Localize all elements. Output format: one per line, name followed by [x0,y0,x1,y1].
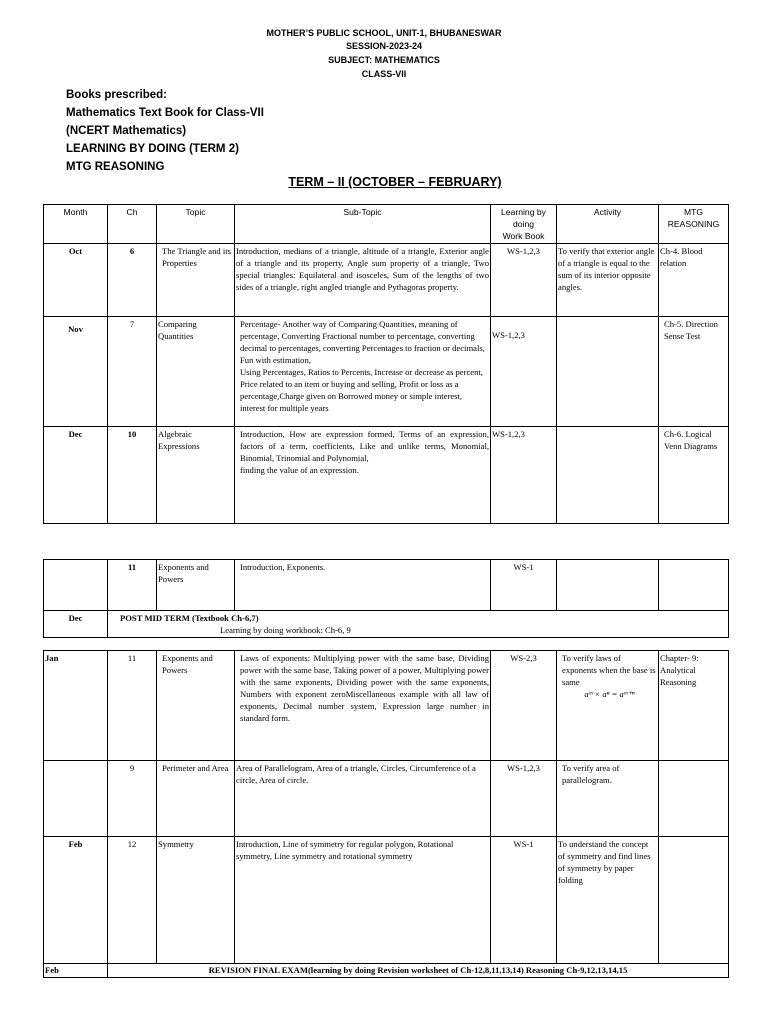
subject-line: SUBJECT: MATHEMATICS [328,55,440,65]
book-item: (NCERT Mathematics) [66,125,187,137]
workbook-cell: WS-1,2,3 [491,244,557,317]
subtopic-cell: Laws of exponents: Multiplying power with the same base, Dividing power with the same base, Taking power of a power, Multiplying power with the same exponents, Dividing power with the same exponents, Numbers with exponent zeroMiscellaneous example with all law of exponents, Decimal number system, Expression large number in standard form. [235,651,491,761]
term-table-1 [43,204,729,524]
workbook-cell: WS-1 [491,837,557,964]
term-table-2 [43,559,729,638]
chapter-cell: 7 [108,317,157,427]
session-line: SESSION-2023-24 [345,41,423,51]
topic-cell: Comparing Quantities [157,317,235,427]
activity-cell [557,427,659,524]
month-cell: Jan [44,651,108,761]
table-row [44,761,729,837]
workbook-cell: WS-1 [491,560,557,611]
month-cell [44,761,108,837]
chapter-cell: 9 [108,761,157,837]
month-cell: Feb [44,964,108,978]
final-exam-row [44,964,729,978]
col-workbook: Learning by doing Work Book [491,205,557,244]
workbook-cell: WS-1,2,3 [491,317,557,427]
topic-cell: Perimeter and Area [157,761,235,837]
topic-cell: Exponents and Powers [157,651,235,761]
table-row [44,427,729,524]
mtg-cell: Ch-5. Direction Sense Test [659,317,729,427]
activity-cell [557,317,659,427]
workbook-cell: WS-2,3 [491,651,557,761]
subtopic-cell: Introduction, Line of symmetry for regular polygon, Rotational symmetry, Line symmetry and rotational symmetry [235,837,491,964]
workbook-cell: WS-1,2,3 [491,761,557,837]
mtg-cell [659,560,729,611]
month-cell: Feb [44,837,108,964]
books-heading: Books prescribed: [66,89,167,101]
book-item: Mathematics Text Book for Class-VII [66,107,264,119]
col-activity: Activity [557,205,659,244]
school-name: MOTHER’S PUBLIC SCHOOL, UNIT-1, BHUBANESWAR [266,28,502,38]
table-row [44,651,729,761]
topic-cell: Symmetry [157,837,235,964]
table-row [44,317,729,427]
activity-cell: To verify area of parallelogram. [557,761,659,837]
col-subtopic: Sub-Topic [235,205,491,244]
month-cell: Dec [44,427,108,524]
activity-text: To verify laws of exponents when the base is same [562,653,656,687]
topic-cell: Algebraic Expressions [157,427,235,524]
mtg-cell [659,761,729,837]
month-cell: Dec [44,611,108,638]
book-item: LEARNING BY DOING (TERM 2) [66,143,239,155]
activity-cell: To understand the concept of symmetry and find lines of symmetry by paper folding [557,837,659,964]
month-cell [44,560,108,611]
topic-cell: Exponents and Powers [157,560,235,611]
subtopic-cell: Introduction, Exponents. [235,560,491,611]
table-row [44,837,729,964]
exponent-law-formula: aᵐ × aⁿ = aᵐ⁺ⁿ [584,689,635,699]
chapter-cell: 11 [108,560,157,611]
table-header-row [44,205,729,244]
workbook-cell: WS-1,2,3 [491,427,557,524]
subtopic-cell: Percentage- Another way of Comparing Quantities, meaning of percentage, Converting Fractional number to percentage, converting decimal to percentages, converting Percentages to fraction or decimals, Fun with estimation, Using Percentages, Ratios to Percents, Increase or decrease as percent, Price related to an item or buying and selling, Profit or loss as a percentage,Charge given on Borrowed money or simple interest, interest for multiple years [235,317,491,427]
subtopic-cell: Introduction, medians of a triangle, altitude of a triangle, Exterior angle of a triangle and its property, Angle sum property of a triangle, Two special triangles: Equilateral and isosceles, Sum of the lengths of two sides of a triangle, right angled triangle and Pythagoras property. [235,244,491,317]
col-topic: Topic [157,205,235,244]
table-row [44,244,729,317]
final-exam-cell: REVISION FINAL EXAM(learning by doing Revision worksheet of Ch-12,8,11,13,14) Reasoning Ch-9,12,13,14,15 [108,964,729,978]
subtopic-cell: Introduction, How are expression formed, Terms of an expression, factors of a term, coefficients, Like and unlike terms, Monomial, Binomial, Trinomial and Polynomial, finding the value of an expression. [235,427,491,524]
chapter-cell: 6 [108,244,157,317]
month-cell: Nov [44,317,108,427]
month-cell: Oct [44,244,108,317]
book-item: MTG REASONING [66,161,165,173]
chapter-cell: 10 [108,427,157,524]
mtg-cell: Chapter- 9: Analytical Reasoning [659,651,729,761]
activity-cell: To verify that exterior angle of a triangle is equal to the sum of its interior opposite angles. [557,244,659,317]
mtg-cell: Ch-6. Logical Venn Diagrams [659,427,729,524]
table-row [44,560,729,611]
col-month: Month [44,205,108,244]
col-ch: Ch [108,205,157,244]
col-mtg: MTG REASONING [659,205,729,244]
post-mid-term-title: POST MID TERM (Textbook Ch-6,7) [120,613,259,623]
class-line: CLASS-VII [361,69,407,79]
activity-cell [557,560,659,611]
post-mid-term-cell [108,611,729,638]
term-title: TERM – II (OCTOBER – FEBRUARY) [288,175,502,189]
chapter-cell: 12 [108,837,157,964]
term-table-3 [43,650,729,978]
chapter-cell: 11 [108,651,157,761]
post-mid-term-workbook: Learning by doing workbook: Ch-6, 9 [220,625,351,635]
post-mid-term-row [44,611,729,638]
topic-cell: The Triangle and its Properties [157,244,235,317]
activity-cell [557,651,659,761]
books-prescribed [66,86,264,176]
mtg-cell [659,837,729,964]
subtopic-cell: Area of Parallelogram, Area of a triangle, Circles, Circumference of a circle, Area of circle. [235,761,491,837]
mtg-cell: Ch-4. Blood relation [659,244,729,317]
